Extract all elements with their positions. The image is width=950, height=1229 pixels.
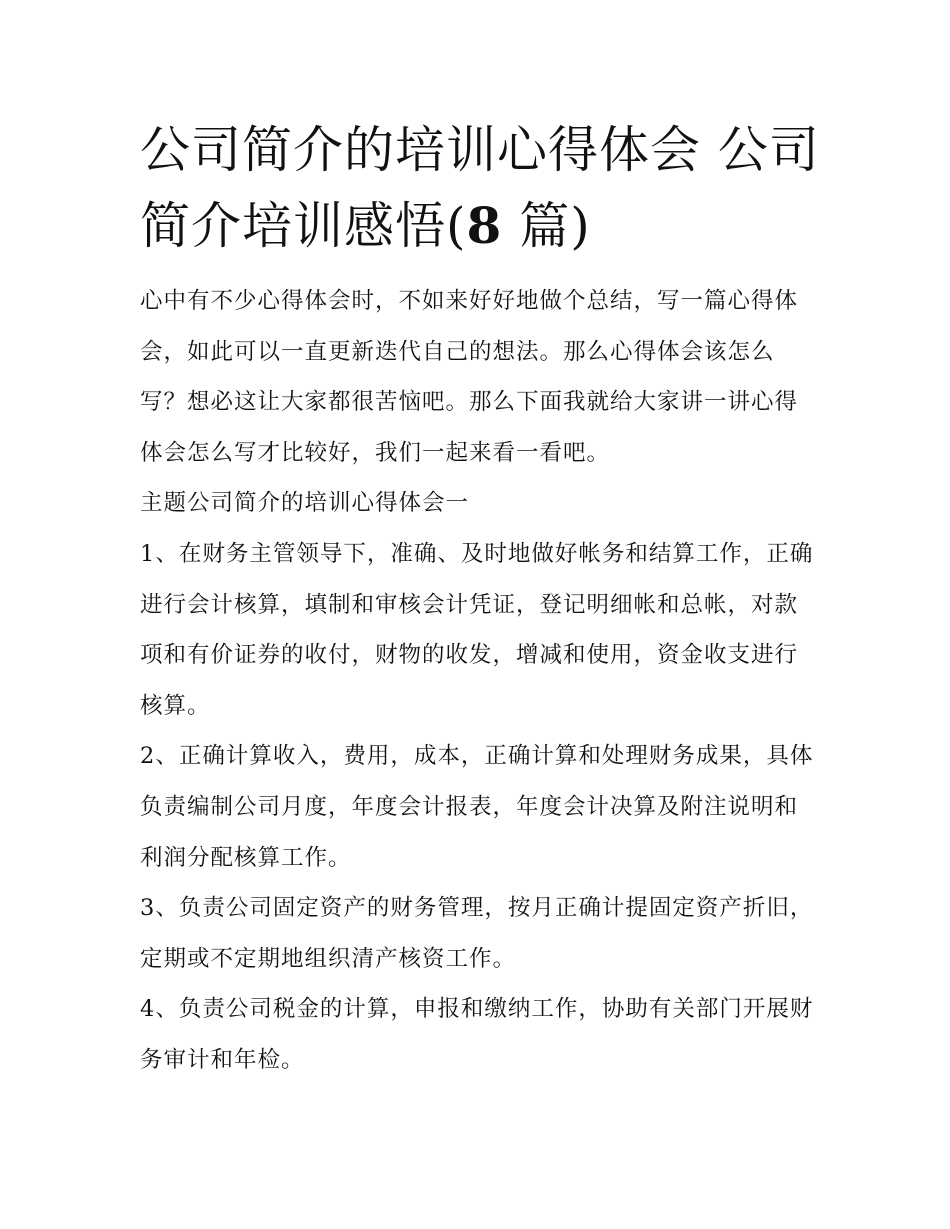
title-text-start: 公司简介的培训心得体会 公司简介培训感悟( [140,121,820,255]
list-item-3: 3、负责公司固定资产的财务管理，按月正确计提固定资产折旧，定期或不定期地组织清产核资工作。 [140,895,814,972]
list-item-2: 2、正确计算收入，费用，成本，正确计算和处理财务成果，具体负责编制公司月度，年度会计报表，年度会计决算及附注说明和利润分配核算工作。 [140,743,814,871]
document-body [140,276,820,1086]
section-heading: 主题公司简介的培训心得体会一 [140,490,470,517]
title-text-end: 篇) [502,197,591,255]
title-count: 8 [466,196,503,255]
list-item-1: 1、在财务主管领导下，准确、及时地做好帐务和结算工作，正确进行会计核算，填制和审核会计凭证，登记明细帐和总帐，对款项和有价证券的收付，财物的收发，增减和使用，资金收支进行核算。 [140,540,814,719]
list-item-4: 4、负责公司税金的计算，申报和缴纳工作，协助有关部门开展财务审计和年检。 [140,996,814,1073]
document-title [140,112,820,264]
intro-paragraph: 心中有不少心得体会时，不如来好好地做个总结，写一篇心得体会，如此可以一直更新迭代自己的想法。那么心得体会该怎么写？想必这让大家都很苦恼吧。那么下面我就给大家讲一讲心得体会怎么写才比较好，我们一起来看一看吧。 [140,288,799,466]
